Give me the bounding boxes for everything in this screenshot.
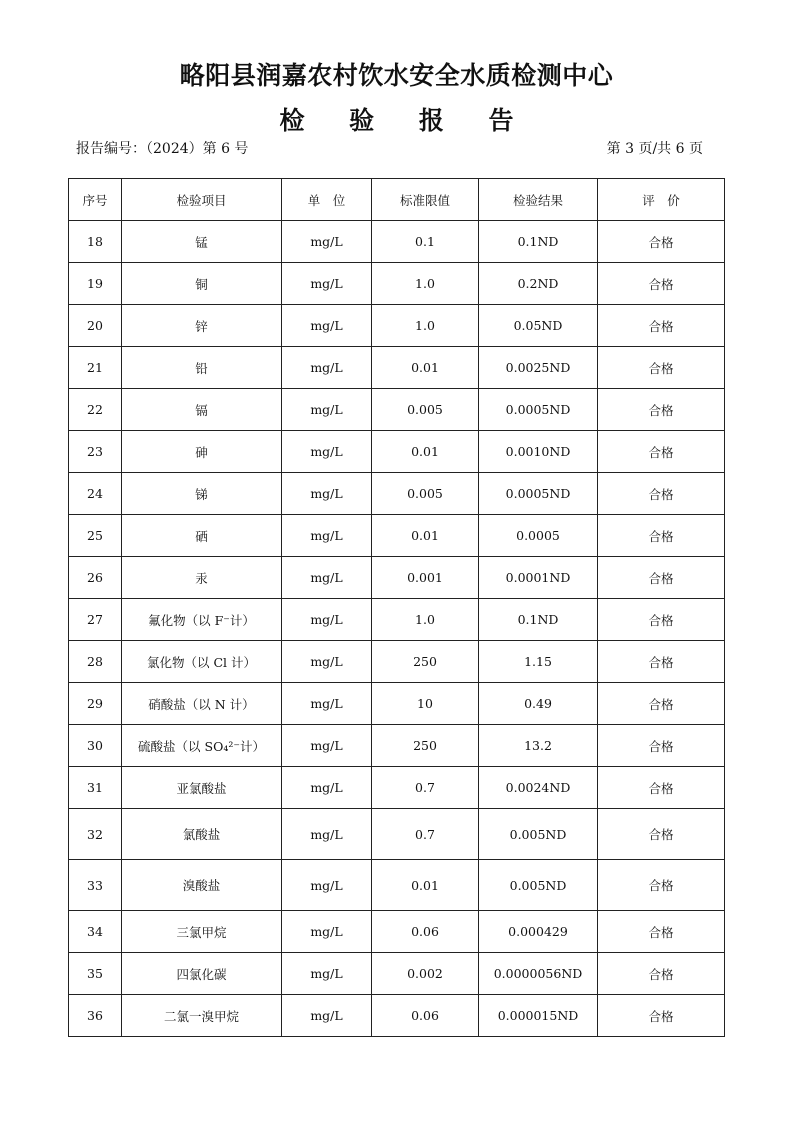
evaluation-cell: 合格 bbox=[598, 473, 725, 515]
table-row bbox=[69, 221, 725, 263]
standard-limit-cell: 1.0 bbox=[372, 599, 479, 641]
evaluation-cell: 合格 bbox=[598, 221, 725, 263]
standard-limit-cell: 0.005 bbox=[372, 389, 479, 431]
row-number-cell: 36 bbox=[69, 995, 122, 1037]
table-row bbox=[69, 767, 725, 809]
standard-limit-cell: 0.1 bbox=[372, 221, 479, 263]
test-result-cell: 0.0000056ND bbox=[479, 953, 598, 995]
standard-limit-cell: 0.002 bbox=[372, 953, 479, 995]
unit-cell: mg/L bbox=[282, 347, 372, 389]
unit-cell: mg/L bbox=[282, 725, 372, 767]
test-result-cell: 0.0024ND bbox=[479, 767, 598, 809]
unit-cell: mg/L bbox=[282, 515, 372, 557]
unit-cell: mg/L bbox=[282, 599, 372, 641]
test-result-cell: 0.0005ND bbox=[479, 473, 598, 515]
standard-limit-cell: 0.06 bbox=[372, 995, 479, 1037]
row-number-cell: 35 bbox=[69, 953, 122, 995]
test-result-cell: 13.2 bbox=[479, 725, 598, 767]
table-row bbox=[69, 473, 725, 515]
column-header-no: 序号 bbox=[69, 179, 122, 221]
row-number-cell: 31 bbox=[69, 767, 122, 809]
test-item-cell: 硒 bbox=[122, 515, 282, 557]
unit-cell: mg/L bbox=[282, 860, 372, 911]
row-number-cell: 23 bbox=[69, 431, 122, 473]
test-result-cell: 1.15 bbox=[479, 641, 598, 683]
test-item-cell: 四氯化碳 bbox=[122, 953, 282, 995]
table-row bbox=[69, 305, 725, 347]
test-item-cell: 铅 bbox=[122, 347, 282, 389]
evaluation-cell: 合格 bbox=[598, 809, 725, 860]
column-header-evaluation: 评 价 bbox=[598, 179, 725, 221]
unit-cell: mg/L bbox=[282, 305, 372, 347]
table-row bbox=[69, 641, 725, 683]
row-number-cell: 22 bbox=[69, 389, 122, 431]
test-item-cell: 氯酸盐 bbox=[122, 809, 282, 860]
row-number-cell: 30 bbox=[69, 725, 122, 767]
standard-limit-cell: 0.005 bbox=[372, 473, 479, 515]
test-result-cell: 0.0005ND bbox=[479, 389, 598, 431]
test-result-cell: 0.05ND bbox=[479, 305, 598, 347]
standard-limit-cell: 250 bbox=[372, 725, 479, 767]
test-item-cell: 镉 bbox=[122, 389, 282, 431]
row-number-cell: 21 bbox=[69, 347, 122, 389]
evaluation-cell: 合格 bbox=[598, 431, 725, 473]
row-number-cell: 32 bbox=[69, 809, 122, 860]
standard-limit-cell: 0.01 bbox=[372, 347, 479, 389]
test-item-cell: 铜 bbox=[122, 263, 282, 305]
standard-limit-cell: 1.0 bbox=[372, 305, 479, 347]
report-title: 检 验 报 告 bbox=[279, 106, 532, 135]
unit-cell: mg/L bbox=[282, 473, 372, 515]
test-item-cell: 氟化物（以 F⁻计） bbox=[122, 599, 282, 641]
test-item-cell: 氯化物（以 Cl 计） bbox=[122, 641, 282, 683]
test-result-cell: 0.0025ND bbox=[479, 347, 598, 389]
unit-cell: mg/L bbox=[282, 431, 372, 473]
standard-limit-cell: 0.06 bbox=[372, 911, 479, 953]
row-number-cell: 29 bbox=[69, 683, 122, 725]
row-number-cell: 33 bbox=[69, 860, 122, 911]
test-result-cell: 0.1ND bbox=[479, 599, 598, 641]
table-row bbox=[69, 263, 725, 305]
table-row bbox=[69, 515, 725, 557]
evaluation-cell: 合格 bbox=[598, 860, 725, 911]
test-item-cell: 亚氯酸盐 bbox=[122, 767, 282, 809]
table-row bbox=[69, 911, 725, 953]
results-table bbox=[68, 178, 725, 1037]
standard-limit-cell: 0.01 bbox=[372, 431, 479, 473]
row-number-cell: 20 bbox=[69, 305, 122, 347]
test-item-cell: 汞 bbox=[122, 557, 282, 599]
test-item-cell: 三氯甲烷 bbox=[122, 911, 282, 953]
test-result-cell: 0.0010ND bbox=[479, 431, 598, 473]
evaluation-cell: 合格 bbox=[598, 389, 725, 431]
standard-limit-cell: 0.01 bbox=[372, 860, 479, 911]
test-item-cell: 硫酸盐（以 SO₄²⁻计） bbox=[122, 725, 282, 767]
row-number-cell: 28 bbox=[69, 641, 122, 683]
evaluation-cell: 合格 bbox=[598, 911, 725, 953]
standard-limit-cell: 0.001 bbox=[372, 557, 479, 599]
test-result-cell: 0.2ND bbox=[479, 263, 598, 305]
standard-limit-cell: 0.7 bbox=[372, 809, 479, 860]
row-number-cell: 27 bbox=[69, 599, 122, 641]
column-header-limit: 标准限值 bbox=[372, 179, 479, 221]
test-result-cell: 0.1ND bbox=[479, 221, 598, 263]
evaluation-cell: 合格 bbox=[598, 263, 725, 305]
evaluation-cell: 合格 bbox=[598, 641, 725, 683]
test-item-cell: 砷 bbox=[122, 431, 282, 473]
table-row bbox=[69, 995, 725, 1037]
evaluation-cell: 合格 bbox=[598, 557, 725, 599]
test-item-cell: 二氯一溴甲烷 bbox=[122, 995, 282, 1037]
unit-cell: mg/L bbox=[282, 683, 372, 725]
unit-cell: mg/L bbox=[282, 557, 372, 599]
report-number: 报告编号：（2024）第 6 号 bbox=[76, 141, 249, 157]
table-row bbox=[69, 683, 725, 725]
test-item-cell: 锰 bbox=[122, 221, 282, 263]
report-org-title: 略阳县润嘉农村饮水安全水质检测中心 bbox=[179, 61, 614, 90]
evaluation-cell: 合格 bbox=[598, 953, 725, 995]
test-result-cell: 0.0005 bbox=[479, 515, 598, 557]
standard-limit-cell: 10 bbox=[372, 683, 479, 725]
table-header-row bbox=[69, 179, 725, 221]
evaluation-cell: 合格 bbox=[598, 305, 725, 347]
standard-limit-cell: 0.01 bbox=[372, 515, 479, 557]
test-item-cell: 锌 bbox=[122, 305, 282, 347]
table-row bbox=[69, 809, 725, 860]
test-result-cell: 0.000429 bbox=[479, 911, 598, 953]
evaluation-cell: 合格 bbox=[598, 515, 725, 557]
column-header-result: 检验结果 bbox=[479, 179, 598, 221]
test-result-cell: 0.000015ND bbox=[479, 995, 598, 1037]
evaluation-cell: 合格 bbox=[598, 767, 725, 809]
row-number-cell: 18 bbox=[69, 221, 122, 263]
row-number-cell: 25 bbox=[69, 515, 122, 557]
table-row bbox=[69, 953, 725, 995]
evaluation-cell: 合格 bbox=[598, 725, 725, 767]
row-number-cell: 19 bbox=[69, 263, 122, 305]
table-row bbox=[69, 725, 725, 767]
table-row bbox=[69, 431, 725, 473]
evaluation-cell: 合格 bbox=[598, 599, 725, 641]
unit-cell: mg/L bbox=[282, 389, 372, 431]
test-result-cell: 0.0001ND bbox=[479, 557, 598, 599]
column-header-item: 检验项目 bbox=[122, 179, 282, 221]
evaluation-cell: 合格 bbox=[598, 683, 725, 725]
unit-cell: mg/L bbox=[282, 995, 372, 1037]
standard-limit-cell: 1.0 bbox=[372, 263, 479, 305]
row-number-cell: 24 bbox=[69, 473, 122, 515]
column-header-unit: 单 位 bbox=[282, 179, 372, 221]
evaluation-cell: 合格 bbox=[598, 347, 725, 389]
standard-limit-cell: 250 bbox=[372, 641, 479, 683]
table-row bbox=[69, 599, 725, 641]
test-result-cell: 0.005ND bbox=[479, 809, 598, 860]
table-body bbox=[69, 221, 725, 1037]
unit-cell: mg/L bbox=[282, 953, 372, 995]
test-item-cell: 硝酸盐（以 N 计） bbox=[122, 683, 282, 725]
unit-cell: mg/L bbox=[282, 641, 372, 683]
table-row bbox=[69, 347, 725, 389]
test-item-cell: 锑 bbox=[122, 473, 282, 515]
unit-cell: mg/L bbox=[282, 767, 372, 809]
page-indicator: 第 3 页/共 6 页 bbox=[606, 141, 703, 157]
test-result-cell: 0.49 bbox=[479, 683, 598, 725]
row-number-cell: 26 bbox=[69, 557, 122, 599]
table-row bbox=[69, 557, 725, 599]
unit-cell: mg/L bbox=[282, 221, 372, 263]
table-row bbox=[69, 389, 725, 431]
table-row bbox=[69, 860, 725, 911]
unit-cell: mg/L bbox=[282, 911, 372, 953]
unit-cell: mg/L bbox=[282, 263, 372, 305]
test-item-cell: 溴酸盐 bbox=[122, 860, 282, 911]
unit-cell: mg/L bbox=[282, 809, 372, 860]
evaluation-cell: 合格 bbox=[598, 995, 725, 1037]
row-number-cell: 34 bbox=[69, 911, 122, 953]
test-result-cell: 0.005ND bbox=[479, 860, 598, 911]
standard-limit-cell: 0.7 bbox=[372, 767, 479, 809]
